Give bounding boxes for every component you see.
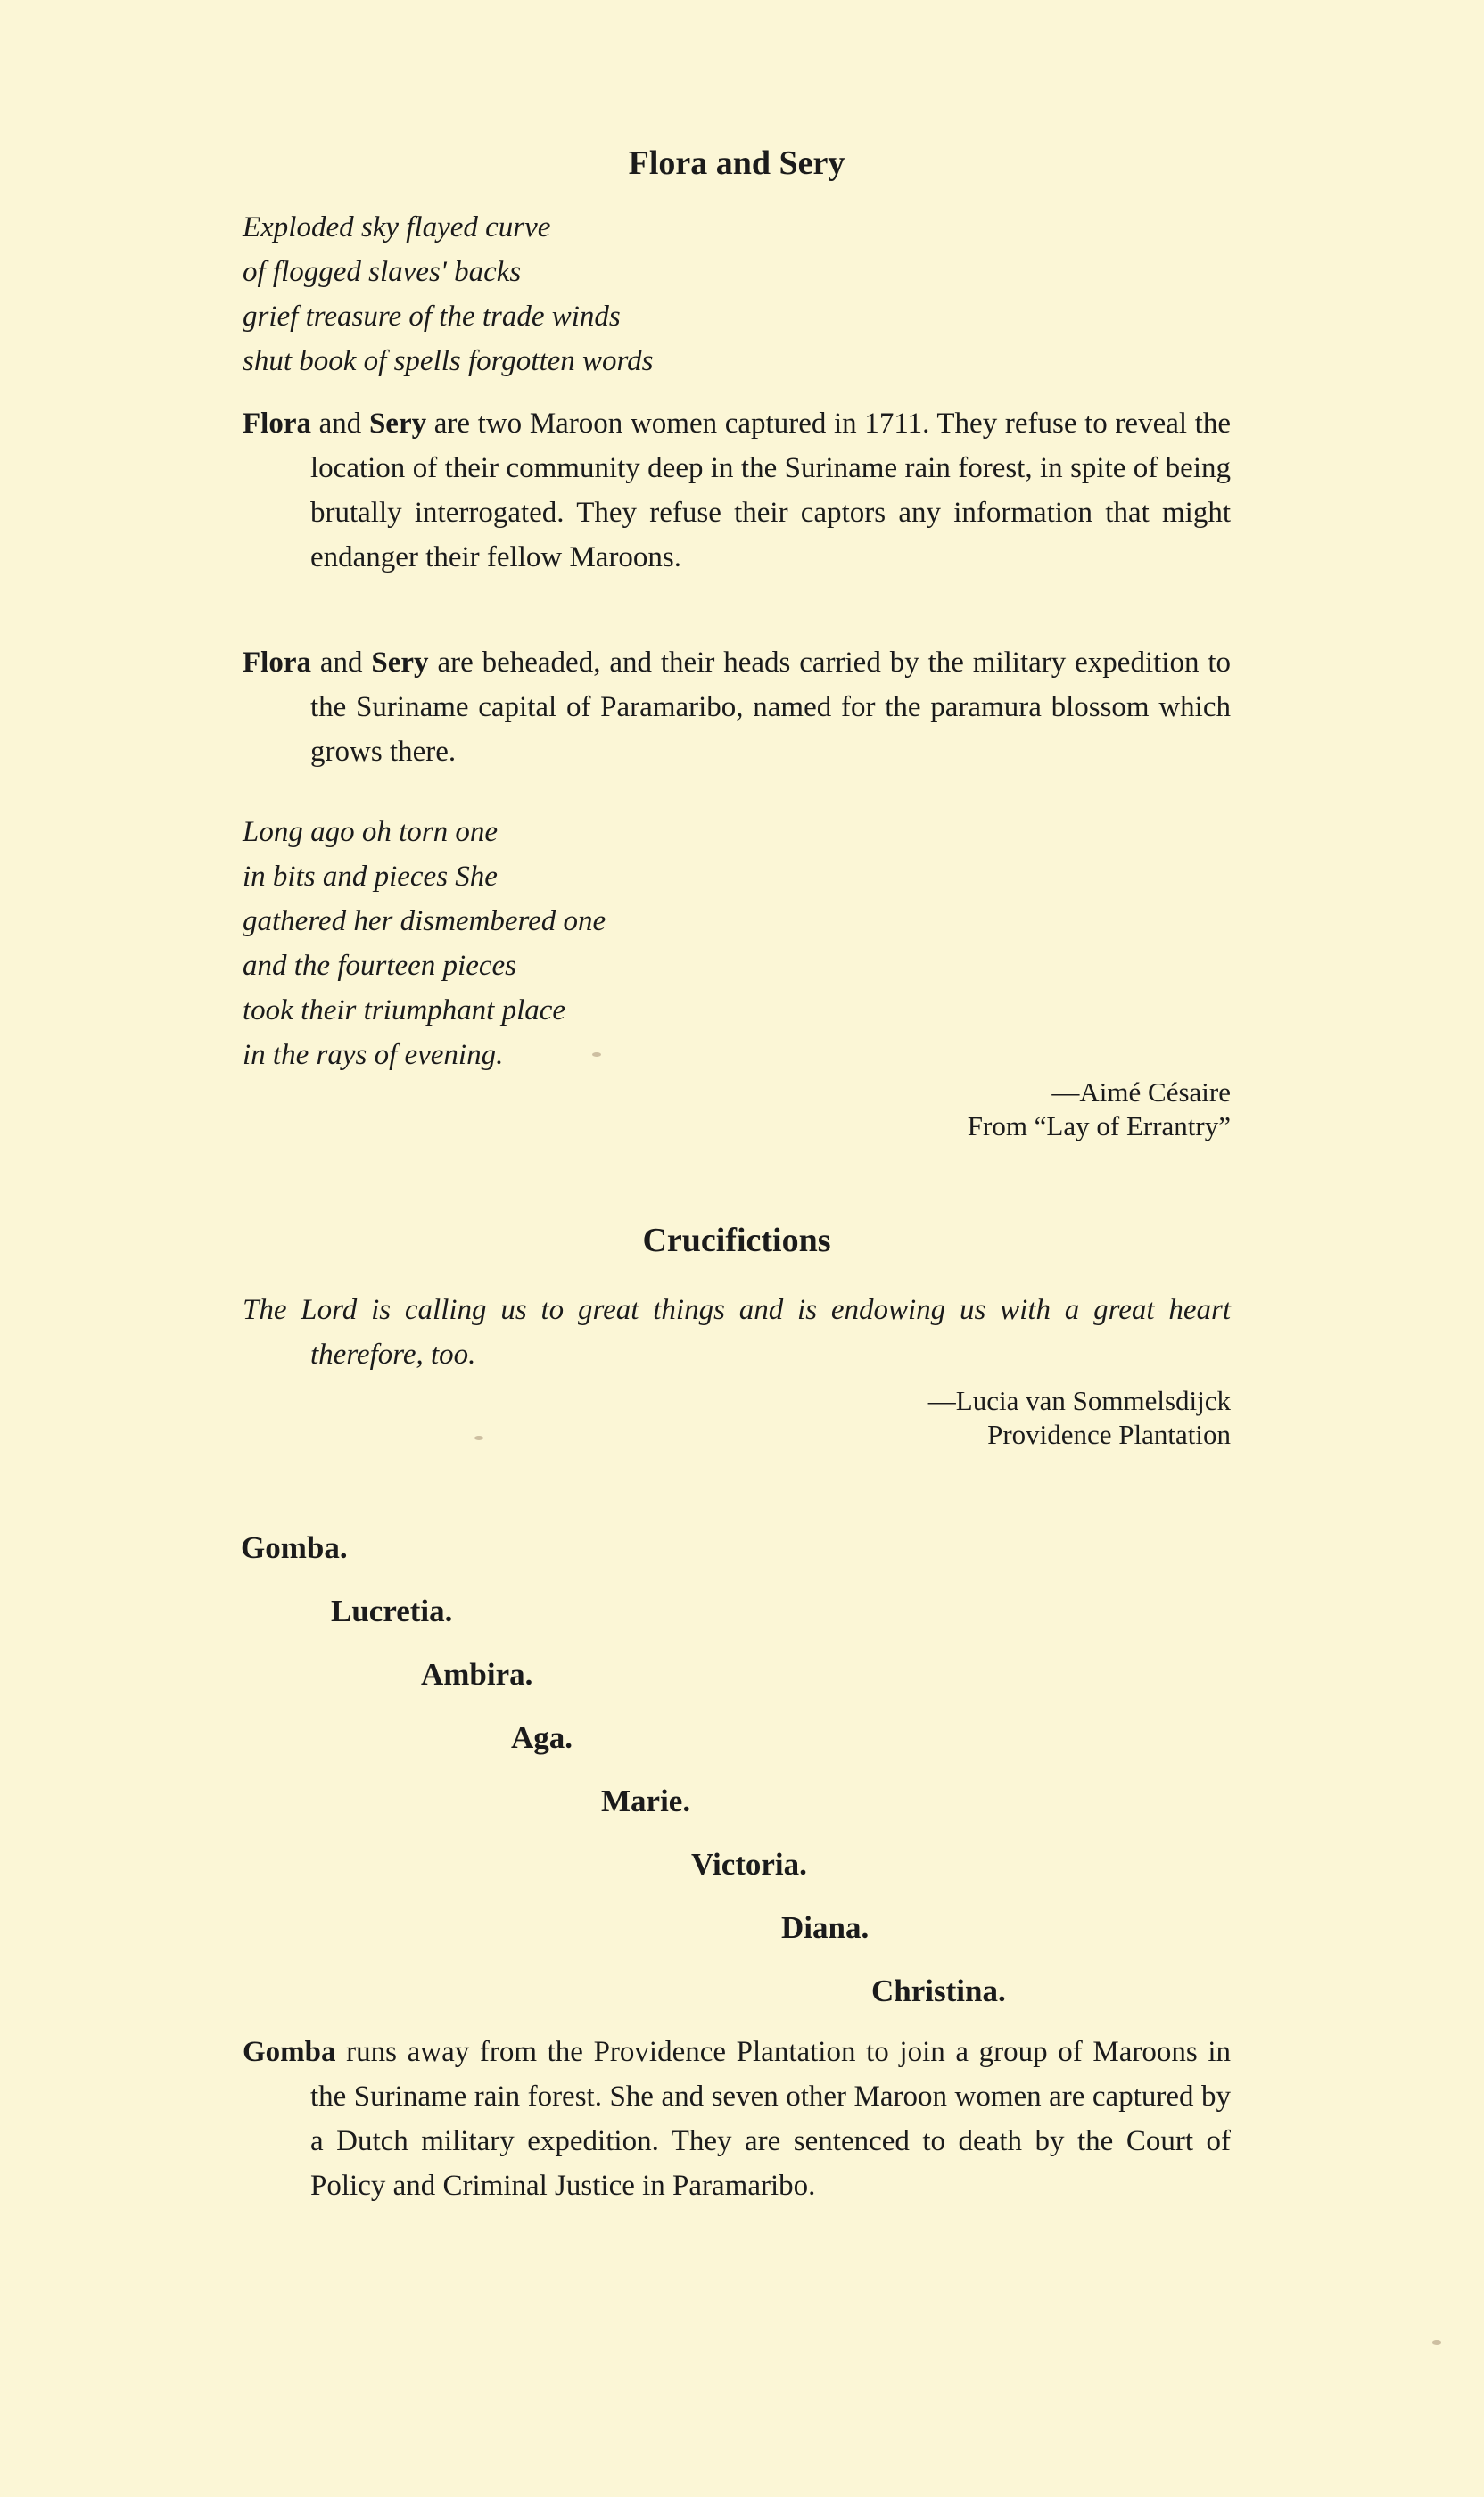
conjunction: and: [310, 647, 372, 679]
attribution-author: —Lucia van Sommelsdijck: [928, 1385, 1231, 1416]
verse-line: of flogged slaves' backs: [243, 256, 522, 288]
paragraph-text: [243, 2030, 1231, 2208]
paragraph-text: [243, 640, 1231, 774]
name-gomba: Gomba.: [241, 1530, 348, 1565]
verse-line: grief treasure of the trade winds: [243, 301, 621, 333]
paragraph-body: runs away from the Providence Plantation to join a group of Maroons in the Suriname rain forest. She and seven other Maroon women are captured by a Dutch military expedition. They are sentenced to death by the Court of Policy and Criminal Justice in Paramaribo.: [310, 2036, 1231, 2202]
name-ambira: Ambira.: [421, 1657, 533, 1692]
poem-line: and the fourteen pieces: [243, 950, 516, 982]
opening-verse: [243, 205, 1231, 383]
verse-line: shut book of spells forgotten words: [243, 345, 654, 377]
poem-line: in the rays of evening.: [243, 1039, 504, 1071]
name-sery: Sery: [368, 408, 427, 440]
paragraph-body: are two Maroon women captured in 1711. They refuse to reveal the location of their community deep in the Suriname rain forest, in spite of being brutally interrogated. They refuse their captors any information that might endanger their fellow Maroons.: [310, 408, 1231, 573]
paper-speck: [1432, 2340, 1441, 2345]
paragraph-capture: [243, 401, 1231, 580]
attribution-source: Providence Plantation: [987, 1419, 1231, 1450]
name-marie: Marie.: [601, 1784, 691, 1818]
paper-speck: [474, 1436, 483, 1440]
conjunction: and: [310, 408, 369, 440]
cesaire-attribution: [243, 1075, 1231, 1143]
name-flora: Flora: [243, 408, 311, 440]
section-title-flora-and-sery: Flora and Sery: [628, 144, 845, 182]
epigraph: The Lord is calling us to great things and is endowing us with a great heart therefore, too.: [243, 1294, 1231, 1371]
paragraph-text: [243, 401, 1231, 580]
attribution-author: —Aimé Césaire: [1051, 1076, 1231, 1108]
poem-line: took their triumphant place: [243, 994, 566, 1026]
name-christina: Christina.: [871, 1974, 1006, 2008]
name-flora: Flora: [243, 647, 311, 679]
name-aga: Aga.: [511, 1720, 573, 1755]
paragraph-gomba: [243, 2030, 1231, 2208]
poem-line: Long ago oh torn one: [243, 816, 499, 848]
verse-line: Exploded sky flayed curve: [243, 211, 551, 243]
paragraph-body: are beheaded, and their heads carried by the military expedition to the Suriname capital of Paramaribo, named for the paramura blossom which grows there.: [310, 647, 1231, 768]
name-diana: Diana.: [781, 1910, 870, 1945]
poem-line: gathered her dismembered one: [243, 905, 606, 937]
paragraph-beheaded: [243, 640, 1231, 774]
attribution-source: From “Lay of Errantry”: [967, 1110, 1231, 1141]
paper-speck: [592, 1052, 601, 1057]
section-title-crucifictions: Crucifictions: [642, 1222, 831, 1259]
name-gomba-bold: Gomba: [243, 2036, 336, 2068]
sommelsdijck-attribution: [243, 1384, 1231, 1452]
poem-line: in bits and pieces She: [243, 861, 498, 893]
name-lucretia: Lucretia.: [331, 1594, 453, 1628]
name-victoria: Victoria.: [691, 1847, 807, 1882]
name-sery: Sery: [371, 647, 429, 679]
cesaire-poem: [243, 810, 1231, 1077]
